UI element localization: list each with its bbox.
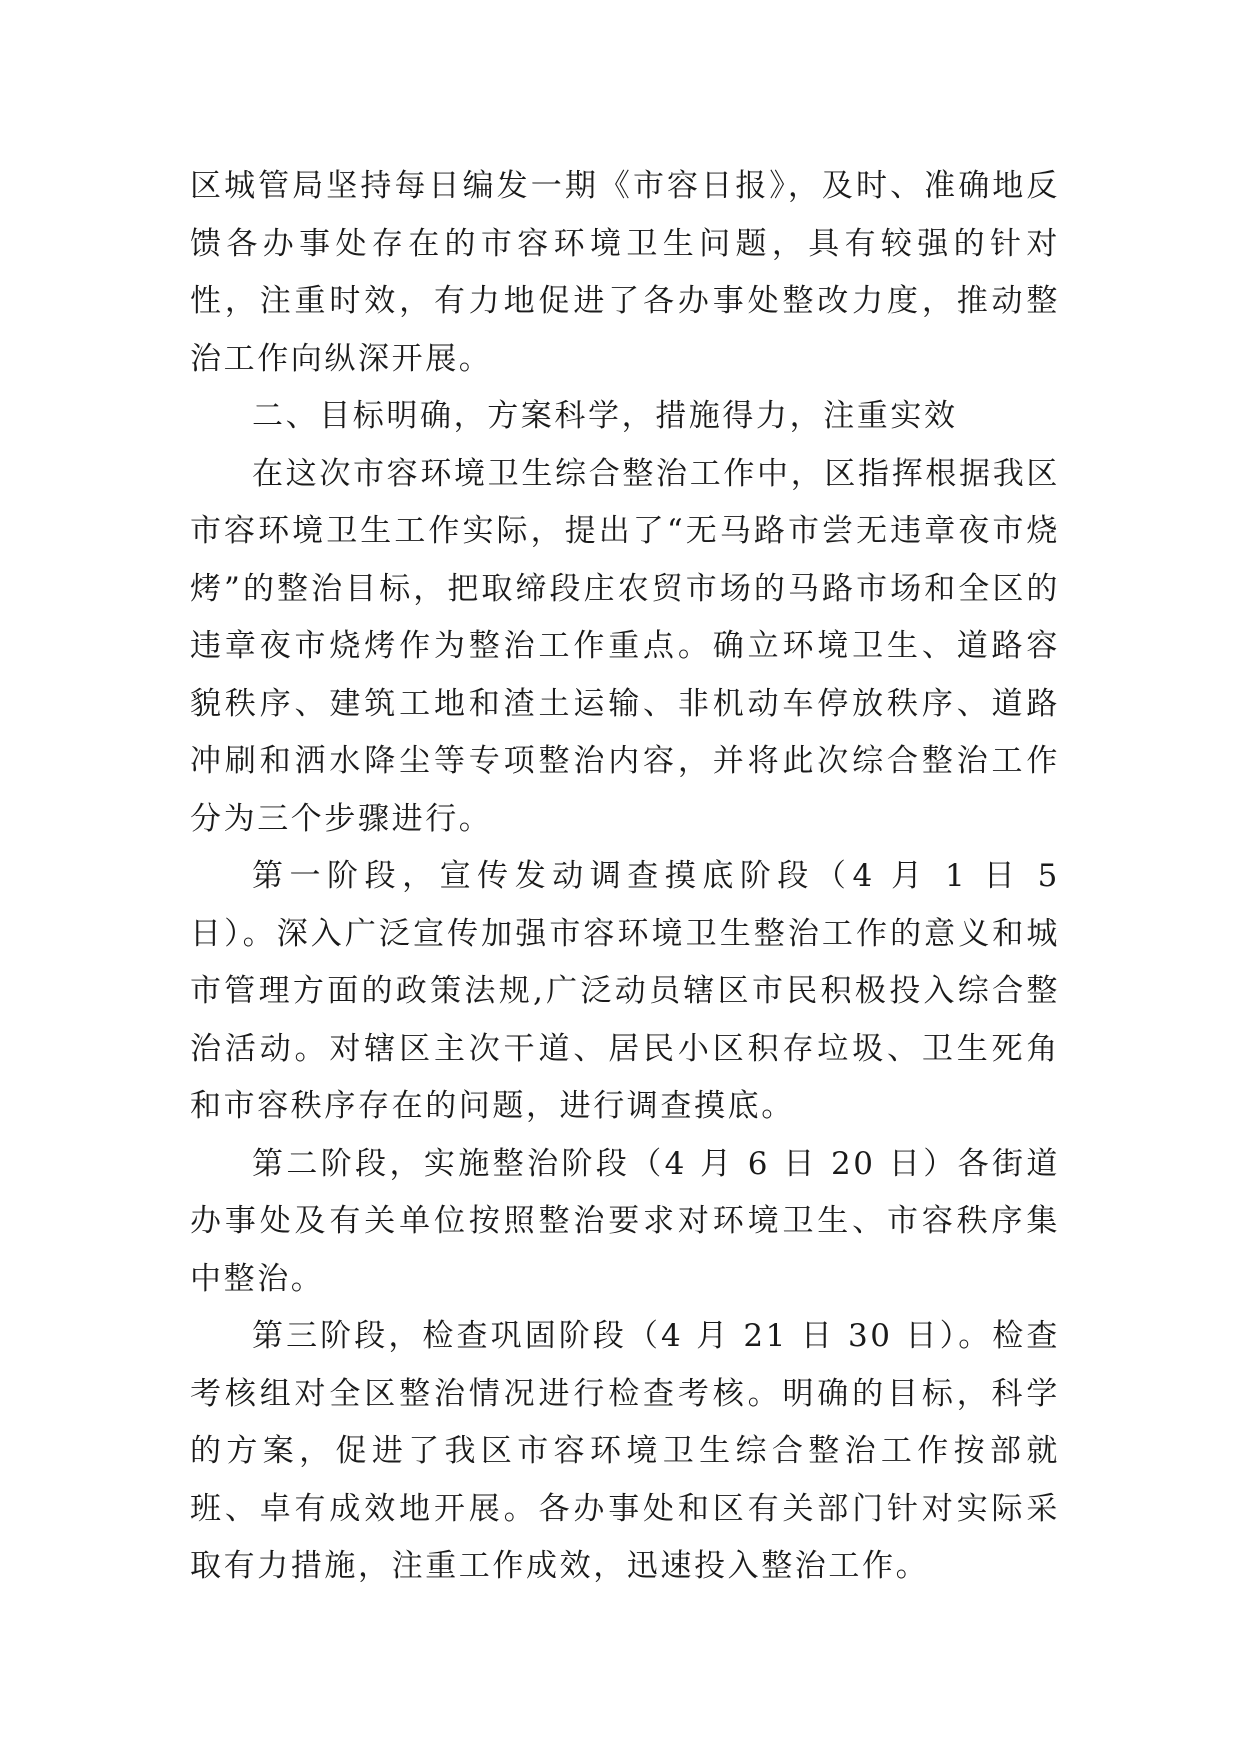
paragraph-phase-2: 第二阶段，实施整治阶段（4 月 6 日 20 日）各街道办事处及有关单位按照整治要求对环境卫生、市容秩序集中整治。 bbox=[190, 1145, 1060, 1297]
paragraph-phase-1: 第一阶段，宣传发动调查摸底阶段（4 月 1 日 5 日）。深入广泛宣传加强市容环境卫生整治工作的意义和城市管理方面的政策法规,广泛动员辖区市民积极投入综合整治活动。对辖区主次干道、居民小区积存垃圾、卫生死角和市容秩序存在的问题，进行调查摸底。 bbox=[190, 858, 1060, 1124]
document-body bbox=[190, 158, 1060, 1596]
paragraph-3: 在这次市容环境卫生综合整治工作中，区指挥根据我区市容环境卫生工作实际，提出了“无马路市尝无违章夜市烧烤”的整治目标，把取缔段庄农贸市场的马路市场和全区的违章夜市烧烤作为整治工作重点。确立环境卫生、道路容貌秩序、建筑工地和渣土运输、非机动车停放秩序、道路冲刷和洒水降尘等专项整治内容，并将此次综合整治工作分为三个步骤进行。 bbox=[190, 455, 1060, 837]
paragraph-phase-3: 第三阶段，检查巩固阶段（4 月 21 日 30 日）。检查考核组对全区整治情况进行检查考核。明确的目标，科学的方案，促进了我区市容环境卫生综合整治工作按部就班、卓有成效地开展。各办事处和区有关部门针对实际采取有力措施，注重工作成效，迅速投入整治工作。 bbox=[190, 1318, 1060, 1584]
paragraph-1: 区城管局坚持每日编发一期《市容日报》，及时、准确地反馈各办事处存在的市容环境卫生问题，具有较强的针对性，注重时效，有力地促进了各办事处整改力度，推动整治工作向纵深开展。 bbox=[190, 168, 1060, 377]
section-heading-2: 二、目标明确，方案科学，措施得力，注重实效 bbox=[252, 398, 958, 434]
